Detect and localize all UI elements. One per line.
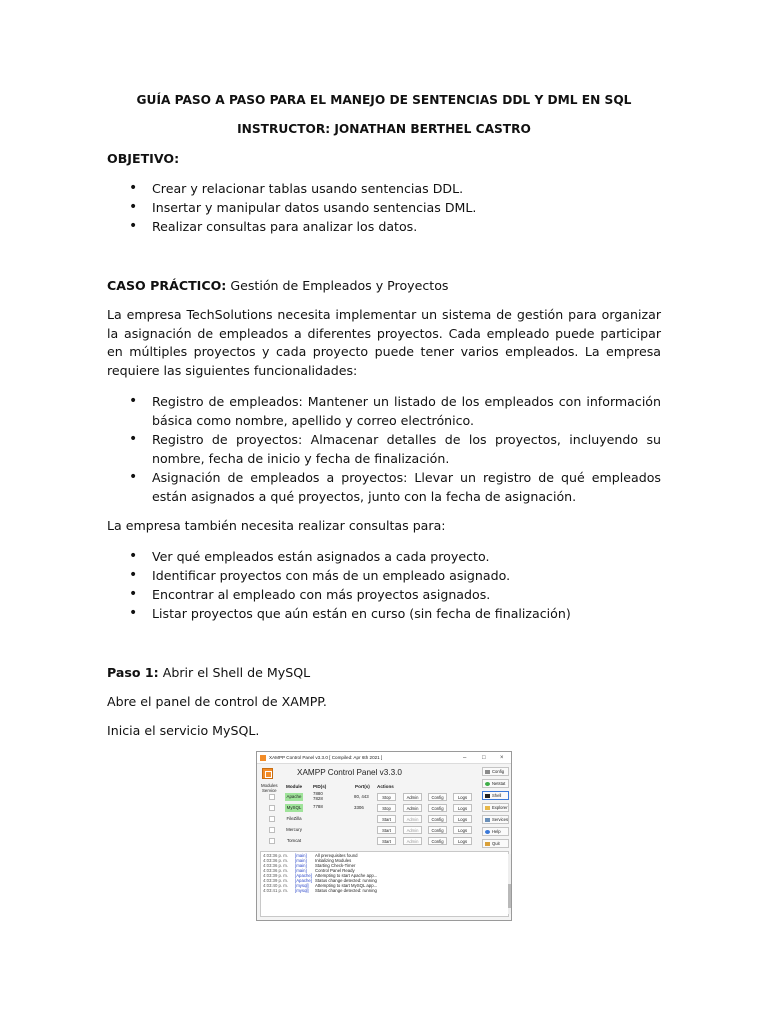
list-item: • Registro de empleados: Mantener un listado de los empleados con información básica como nombre, apellido y correo electrónico. — [129, 392, 661, 430]
list-item: • Crear y relacionar tablas usando sentencias DDL. — [129, 179, 661, 198]
service-checkbox[interactable] — [269, 816, 275, 822]
admin-button[interactable]: Admin — [403, 826, 422, 834]
log-line: 4:03:40 p. m. [mysql] Attempting to start MySQL app... — [263, 883, 378, 888]
caso-heading: CASO PRÁCTICO: Gestión de Empleados y Proyectos — [107, 278, 449, 293]
module-name: FileZilla — [286, 816, 302, 821]
module-name: Mercury — [286, 827, 302, 832]
instructor-line: INSTRUCTOR: JONATHAN BERTHEL CASTRO — [237, 122, 531, 136]
list-item: • Listar proyectos que aún están en curso (sin fecha de finalización) — [129, 604, 661, 623]
modules-service-label: Modules Service — [261, 783, 278, 793]
module-name: Tomcat — [286, 838, 302, 843]
globe-icon — [485, 782, 490, 786]
start-button[interactable]: Start — [377, 837, 396, 845]
close-icon[interactable]: × — [500, 755, 504, 761]
module-row-mercury — [257, 825, 475, 836]
admin-button[interactable]: Admin — [403, 793, 422, 801]
log-line: 4:03:36 p. m. [main] All prerequisites found — [263, 853, 358, 858]
objetivo-heading: OBJETIVO: — [107, 151, 180, 166]
config-button[interactable]: Config — [428, 837, 447, 845]
log-line: 4:03:41 p. m. [mysql] Status change detected: running — [263, 888, 377, 893]
services-icon — [485, 818, 490, 822]
xampp-screenshot — [256, 751, 512, 921]
xampp-title-bar: XAMPP Control Panel v3.3.0 [ Compiled: Apr 6th 2021 ] – □ × — [257, 752, 512, 764]
list-item: • Insertar y manipular datos usando sentencias DML. — [129, 198, 661, 217]
log-line: 4:03:36 p. m. [main] Control Panel Ready — [263, 868, 355, 873]
caso-paragraph: La empresa TechSolutions necesita implementar un sistema de gestión para organizar la asignación de empleados a diferentes proyectos. Cada empleado puede participar en múltiples proyectos y cada proyecto puede tener varios empleados. La empresa requiere las siguientes funcionalidades: — [107, 307, 661, 378]
list-item: • Asignación de empleados a proyectos: Llevar un registro de qué empleados están asignados a qué proyectos, junto con la fecha de asignación. — [129, 468, 661, 506]
config-side-button[interactable]: Config — [482, 767, 509, 776]
logs-button[interactable]: Logs — [453, 804, 472, 812]
service-checkbox[interactable] — [269, 827, 275, 833]
list-item: • Registro de proyectos: Almacenar detalles de los proyectos, incluyendo su nombre, fecha de inicio y fecha de finalización. — [129, 430, 661, 468]
col-port: Port(s) — [355, 784, 370, 789]
log-scrollbar[interactable] — [508, 854, 511, 914]
col-actions: Actions — [377, 784, 394, 789]
log-line: 4:03:39 p. m. [Apache] Status change detected: running — [263, 878, 377, 883]
quit-icon — [485, 842, 490, 846]
list-item: • Encontrar al empleado con más proyectos asignados. — [129, 585, 661, 604]
module-pid: 7880 7828 — [313, 791, 323, 801]
module-port: 80, 443 — [354, 794, 369, 799]
module-row-mysql — [257, 803, 475, 814]
service-checkbox[interactable] — [269, 794, 275, 800]
minimize-icon[interactable]: – — [463, 755, 467, 761]
logs-button[interactable]: Logs — [453, 826, 472, 834]
admin-button[interactable]: Admin — [403, 804, 422, 812]
shell-button[interactable]: Shell — [482, 791, 509, 800]
terminal-icon — [485, 794, 490, 798]
logs-button[interactable]: Logs — [453, 793, 472, 801]
paso1-line1: Abre el panel de control de XAMPP. — [107, 694, 327, 709]
paso1-heading: Paso 1: Abrir el Shell de MySQL — [107, 665, 311, 680]
help-button[interactable]: Help — [482, 827, 509, 836]
list-item: • Realizar consultas para analizar los datos. — [129, 217, 661, 236]
explorer-button[interactable]: Explorer — [482, 803, 509, 812]
logs-button[interactable]: Logs — [453, 815, 472, 823]
consultas-list — [129, 547, 661, 623]
config-button[interactable]: Config — [428, 826, 447, 834]
service-checkbox[interactable] — [269, 805, 275, 811]
folder-icon — [485, 806, 490, 810]
funcionalidades-list — [129, 392, 661, 506]
consultas-intro: La empresa también necesita realizar consultas para: — [107, 518, 446, 533]
list-item: • Identificar proyectos con más de un empleado asignado. — [129, 566, 661, 585]
quit-button[interactable]: Quit — [482, 839, 509, 848]
admin-button[interactable]: Admin — [403, 815, 422, 823]
objetivos-list — [129, 179, 661, 236]
xampp-logo-icon — [262, 768, 273, 779]
stop-button[interactable]: Stop — [377, 804, 396, 812]
document-title: GUÍA PASO A PASO PARA EL MANEJO DE SENTENCIAS DDL Y DML EN SQL — [136, 93, 632, 107]
module-row-filezilla — [257, 814, 475, 825]
maximize-icon[interactable]: □ — [482, 755, 486, 761]
config-button[interactable]: Config — [428, 804, 447, 812]
module-row-apache — [257, 792, 475, 803]
module-name: MySQL — [286, 805, 302, 810]
admin-button[interactable]: Admin — [403, 837, 422, 845]
module-port: 3306 — [354, 805, 364, 810]
log-line: 4:03:39 p. m. [Apache] Attempting to start Apache app... — [263, 873, 378, 878]
module-name: Apache — [286, 794, 302, 799]
log-line: 4:03:36 p. m. [main] Initializing Modules — [263, 858, 352, 863]
netstat-button[interactable]: Netstat — [482, 779, 509, 788]
stop-button[interactable]: Stop — [377, 793, 396, 801]
xampp-panel-header: XAMPP Control Panel v3.3.0 — [297, 768, 402, 777]
xampp-app-icon — [260, 755, 266, 761]
logs-button[interactable]: Logs — [453, 837, 472, 845]
services-button[interactable]: Services — [482, 815, 509, 824]
module-row-tomcat — [257, 836, 475, 847]
log-line: 4:03:36 p. m. [main] Starting Check-Timer — [263, 863, 356, 868]
wrench-icon — [485, 770, 490, 774]
list-item: • Ver qué empleados están asignados a cada proyecto. — [129, 547, 661, 566]
col-pid: PID(s) — [313, 784, 327, 789]
start-button[interactable]: Start — [377, 815, 396, 823]
help-icon — [485, 830, 490, 834]
col-module: Module — [286, 784, 303, 789]
service-checkbox[interactable] — [269, 838, 275, 844]
log-panel — [260, 851, 509, 917]
start-button[interactable]: Start — [377, 826, 396, 834]
config-button[interactable]: Config — [428, 793, 447, 801]
config-button[interactable]: Config — [428, 815, 447, 823]
module-pid: 7788 — [313, 804, 323, 809]
paso1-line2: Inicia el servicio MySQL. — [107, 723, 260, 738]
